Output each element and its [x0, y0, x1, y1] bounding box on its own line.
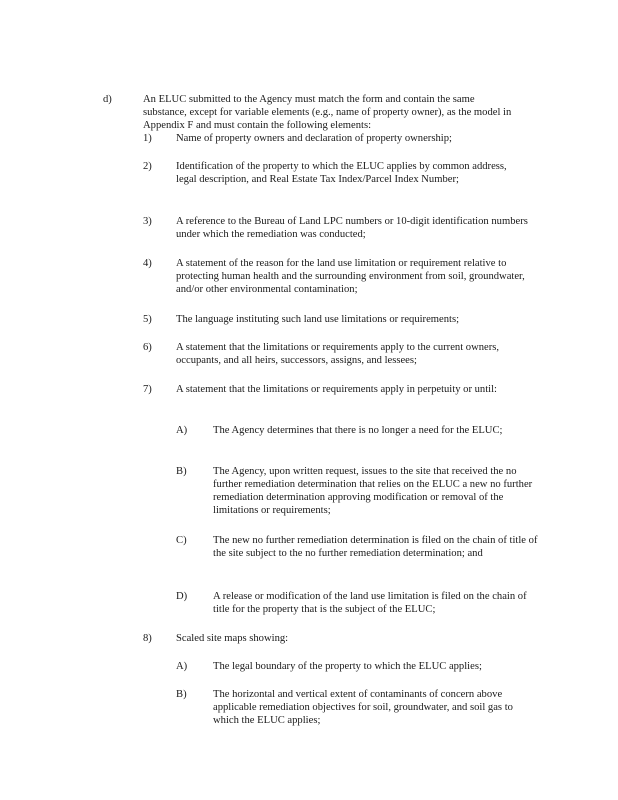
item-label: 1) — [143, 133, 152, 144]
item-text: A statement that the limitations or requirements apply to the current owners, occupants, and all heirs, successors, assigns, and lessees; — [176, 342, 500, 366]
item-label: 2) — [143, 161, 152, 172]
section-intro: An ELUC submitted to the Agency must match the form and contain the same substance, except for variable elements (e.g., name of property owner), as the model in Appendix F and must contain the following elements: — [143, 94, 512, 131]
item-text: A reference to the Bureau of Land LPC numbers or 10-digit identification numbers under which the remediation was conducted; — [176, 216, 528, 240]
item-label: 8) — [143, 633, 152, 644]
subitem-label: B) — [176, 689, 187, 700]
item-text: Scaled site maps showing: — [176, 633, 289, 644]
subitem-label: D) — [176, 591, 188, 602]
section-label: d) — [103, 94, 112, 105]
subitem-text: The horizontal and vertical extent of contaminants of concern above applicable remediation objectives for soil, groundwater, and soil gas to which the ELUC applies; — [213, 689, 513, 726]
item-text: A statement that the limitations or requirements apply in perpetuity or until: — [176, 384, 497, 395]
subitem-text: The Agency determines that there is no longer a need for the ELUC; — [213, 425, 503, 436]
item-label: 3) — [143, 216, 152, 227]
subitem-text: The new no further remediation determination is filed on the chain of title of the site subject to the no further remediation determination; and — [213, 535, 538, 559]
item-label: 4) — [143, 258, 152, 269]
subitem-label: A) — [176, 661, 188, 672]
subitem-text: The legal boundary of the property to which the ELUC applies; — [213, 661, 482, 672]
item-text: A statement of the reason for the land use limitation or requirement relative to protecting human health and the surrounding environment from soil, groundwater, and/or other environmental contamination; — [176, 258, 525, 295]
item-text: Name of property owners and declaration of property ownership; — [176, 133, 452, 144]
subitem-text: A release or modification of the land use limitation is filed on the chain of title for the property that is the subject of the ELUC; — [213, 591, 527, 615]
subitem-label: A) — [176, 425, 188, 436]
subitem-text: The Agency, upon written request, issues to the site that received the no further remediation determination that relies on the ELUC a new no further remediation determination approving modification or removal of the limitations or requirements; — [213, 466, 533, 516]
item-text: The language instituting such land use limitations or requirements; — [176, 314, 460, 325]
item-label: 7) — [143, 384, 152, 395]
item-label: 6) — [143, 342, 152, 353]
subitem-label: B) — [176, 466, 187, 477]
item-text: Identification of the property to which the ELUC applies by common address, legal description, and Real Estate Tax Index/Parcel Index Number; — [176, 161, 507, 185]
subitem-label: C) — [176, 535, 187, 546]
item-label: 5) — [143, 314, 152, 325]
